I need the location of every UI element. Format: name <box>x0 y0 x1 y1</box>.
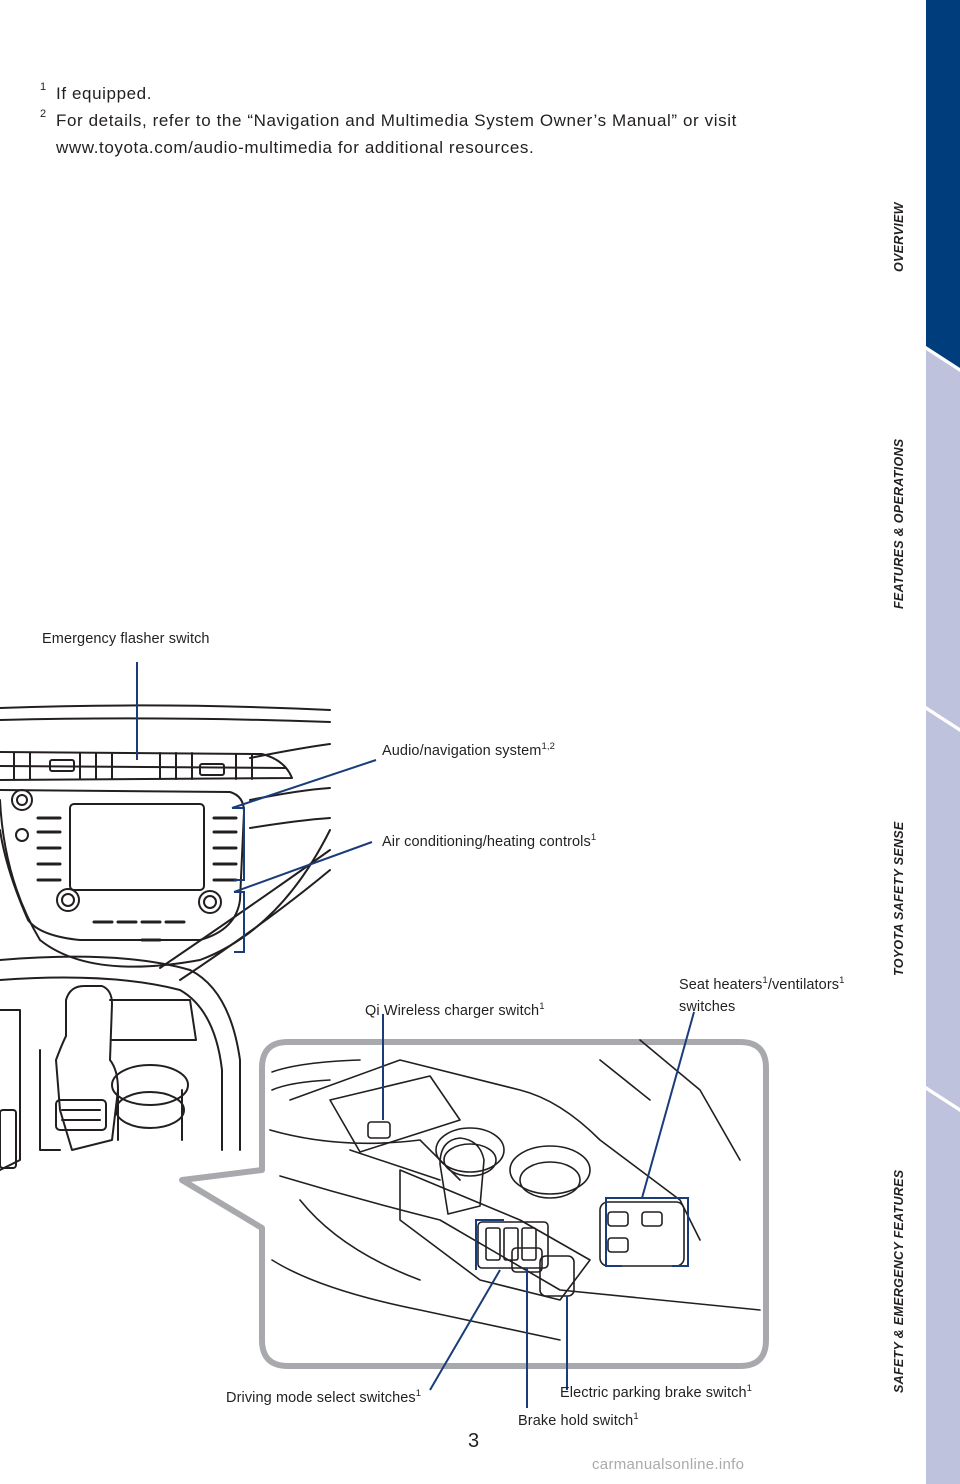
tab-label-features: FEATURES & OPERATIONS <box>892 438 906 610</box>
gear-shifter <box>56 986 118 1150</box>
callout-air-conditioning: Air conditioning/heating controls$^1$ <box>382 832 597 850</box>
leader-air-conditioning <box>234 842 372 952</box>
tab-label-emergency: SAFETY & EMERGENCY FEATURES <box>892 1169 906 1393</box>
tab-label-safety-sense: TOYOTA SAFETY SENSE <box>892 821 906 977</box>
center-vent <box>0 752 292 780</box>
inset-frame <box>182 1042 766 1366</box>
tab-features-operations[interactable] <box>926 350 960 728</box>
callout-audio-navigation: Audio/navigation system$^{1,2}$ <box>382 741 555 759</box>
dash-top-line-2 <box>0 718 330 722</box>
section-tabs <box>926 0 960 1484</box>
callout-emergency-flasher: Emergency flasher switch <box>42 631 210 647</box>
callout-brake-hold: Brake hold switch$^1$ <box>518 1411 639 1429</box>
tab-overview[interactable] <box>926 0 960 368</box>
tab-label-overview: OVERVIEW <box>892 202 906 272</box>
dash-lower-line <box>250 744 330 758</box>
footnote-2: 2 For details, refer to the “Navigation and Multimedia System Owner’s Manual” or visit <box>40 108 737 130</box>
dash-top-line <box>0 705 330 710</box>
tab-safety-emergency[interactable] <box>926 1090 960 1484</box>
callout-driving-mode: Driving mode select switches$^1$ <box>226 1388 422 1406</box>
footnote-2-continued: www.toyota.com/audio-multimedia for additional resources. <box>56 138 535 157</box>
center-panel <box>0 790 244 940</box>
footnote-1: 1 If equipped. <box>40 81 153 103</box>
page-number: 3 <box>468 1430 480 1452</box>
multimedia-screen <box>70 804 204 890</box>
callout-qi-wireless-charger: Qi Wireless charger switch$^1$ <box>365 1001 545 1019</box>
callout-seat-heaters: Seat heaters$^1$/ventilators$^1$ switches <box>679 975 845 1015</box>
watermark: carmanualsonline.info <box>592 1456 745 1473</box>
callout-electric-parking-brake: Electric parking brake switch$^1$ <box>560 1383 753 1401</box>
tab-toyota-safety-sense[interactable] <box>926 710 960 1108</box>
